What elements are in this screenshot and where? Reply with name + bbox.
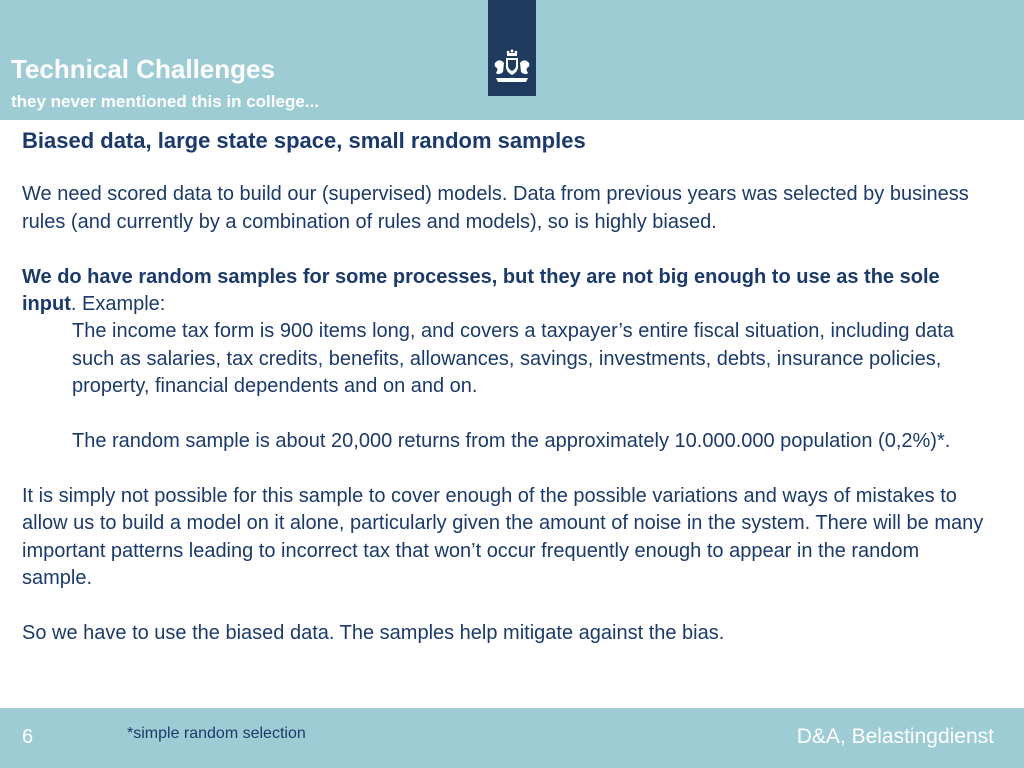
emphasis-text: We do have random samples for some processes, but they are not big enough to use as the sole input — [22, 265, 940, 316]
slide-subtitle: they never mentioned this in college... — [11, 92, 319, 111]
footnote: *simple random selection — [127, 725, 306, 742]
section-heading: Biased data, large state space, small random samples — [22, 128, 586, 153]
paragraph-continuation: . Example: — [70, 293, 166, 316]
footer-bar — [0, 708, 1024, 768]
paragraph-random-samples — [22, 264, 992, 319]
paragraph-conclusion: So we have to use the biased data. The samples help mitigate against the bias. — [22, 621, 725, 644]
royal-coat-of-arms-icon — [491, 49, 533, 87]
paragraph-sample-limitations: It is simply not possible for this sample to cover enough of the possible variations and ways of mistakes to allow us to build a model on it alone, particularly given the amount of noise in the system. There will be many important patterns leading to incorrect tax that won’t occur frequently enough to appear in the random sample. — [22, 484, 984, 590]
logo-box — [488, 0, 536, 96]
paragraph-scored-data: We need scored data to build our (supervised) models. Data from previous years was selected by business rules (and currently by a combination of rules and models), so is highly biased. — [22, 183, 969, 233]
example-random-sample-size: The random sample is about 20,000 returns from the approximately 10.000.000 population (0,2%)*. — [72, 430, 951, 453]
page-number: 6 — [22, 726, 34, 748]
slide-body — [22, 124, 992, 647]
slide-title: Technical Challenges — [11, 54, 275, 84]
header-bar — [0, 0, 1024, 120]
organization-name: D&A, Belastingdienst — [796, 725, 994, 748]
example-income-tax-form: The income tax form is 900 items long, and covers a taxpayer’s entire fiscal situation, including data such as salaries, tax credits, benefits, allowances, savings, investments, debts, insurance policies, property, financial dependents and on and on. — [72, 320, 954, 398]
